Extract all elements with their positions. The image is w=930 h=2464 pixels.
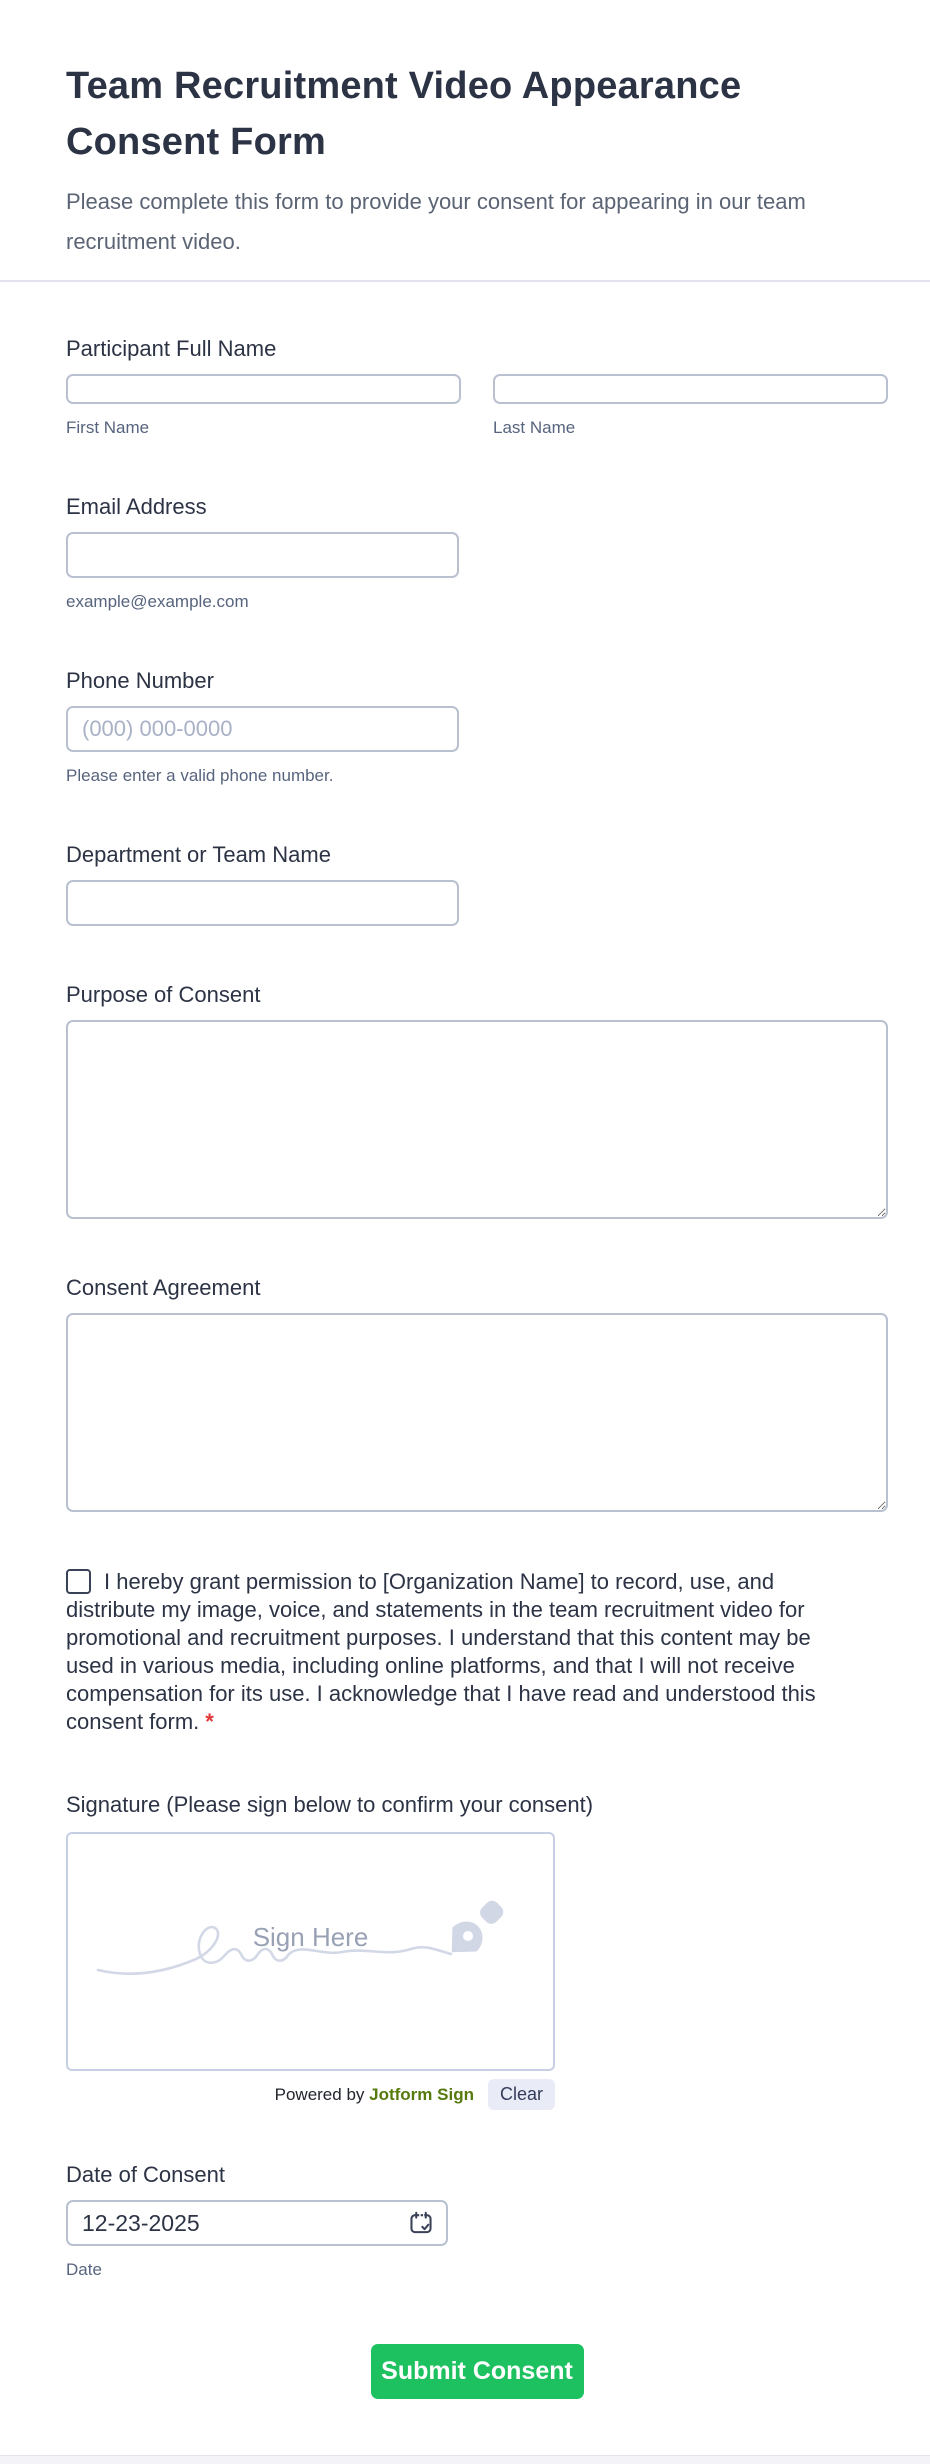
last-name-input[interactable]	[493, 374, 888, 404]
phone-label: Phone Number	[66, 668, 214, 693]
signature-label: Signature (Please sign below to confirm your consent)	[66, 1792, 594, 1817]
signature-footer	[66, 2079, 555, 2110]
agreement-textarea[interactable]	[66, 1313, 888, 1512]
first-name-sublabel: First Name	[66, 418, 150, 437]
consent-checkbox[interactable]	[66, 1569, 91, 1594]
field-phone	[66, 668, 888, 786]
submit-consent-button[interactable]: Submit Consent	[371, 2344, 584, 2399]
field-date	[66, 2162, 888, 2280]
form-header	[0, 0, 930, 282]
date-label: Date of Consent	[66, 2162, 225, 2187]
phone-input[interactable]	[66, 706, 459, 752]
first-name-col	[66, 374, 461, 438]
consent-checkbox-text: I hereby grant permission to [Organization Name] to record, use, and distribute my image, voice, and statements in the team recruitment video for promotional and recruitment purposes. I understand that this content may be used in various media, including online platforms, and that I will not receive compensation for its use. I acknowledge that I have read and understood this consent form.	[66, 1569, 816, 1734]
email-label: Email Address	[66, 494, 207, 519]
jotform-sign-brand: Jotform Sign	[369, 2084, 474, 2104]
signature-squiggle-and-pen-icon	[70, 1896, 550, 2006]
phone-hint: Please enter a valid phone number.	[66, 766, 334, 785]
email-hint: example@example.com	[66, 592, 249, 611]
first-name-input[interactable]	[66, 374, 461, 404]
agreement-label: Consent Agreement	[66, 1275, 261, 1300]
calendar-check-icon[interactable]	[408, 2210, 434, 2236]
submit-row	[66, 2344, 888, 2399]
page-subtitle: Please complete this form to provide your consent for appearing in our team recruitment video.	[66, 189, 806, 254]
participant-name-label: Participant Full Name	[66, 336, 277, 361]
powered-by-text: Powered by Jotform Sign	[274, 2084, 474, 2104]
last-name-col	[493, 374, 888, 438]
field-participant-name	[66, 336, 888, 438]
sign-here-placeholder: Sign Here	[252, 1922, 369, 1952]
department-input[interactable]	[66, 880, 459, 926]
field-agreement	[66, 1275, 888, 1512]
consent-checkbox-row	[66, 1568, 828, 1736]
date-input[interactable]	[66, 2200, 448, 2246]
field-purpose	[66, 982, 888, 1219]
name-row	[66, 374, 888, 438]
clear-signature-button[interactable]: Clear	[488, 2079, 555, 2110]
page-bottom-edge	[0, 2455, 930, 2464]
signature-pad[interactable]	[66, 1832, 555, 2071]
pen-nib-icon	[440, 1896, 511, 1964]
date-sublabel: Date	[66, 2260, 102, 2279]
last-name-sublabel: Last Name	[493, 418, 576, 437]
required-asterisk: *	[205, 1709, 214, 1734]
form-body	[0, 282, 930, 2399]
department-label: Department or Team Name	[66, 842, 331, 867]
date-input-wrap	[66, 2200, 448, 2246]
page-title: Team Recruitment Video Appearance Consent Form	[66, 65, 742, 163]
purpose-textarea[interactable]	[66, 1020, 888, 1219]
field-department	[66, 842, 888, 926]
purpose-label: Purpose of Consent	[66, 982, 261, 1007]
field-signature	[66, 1792, 888, 2110]
field-email	[66, 494, 888, 612]
email-input[interactable]	[66, 532, 459, 578]
